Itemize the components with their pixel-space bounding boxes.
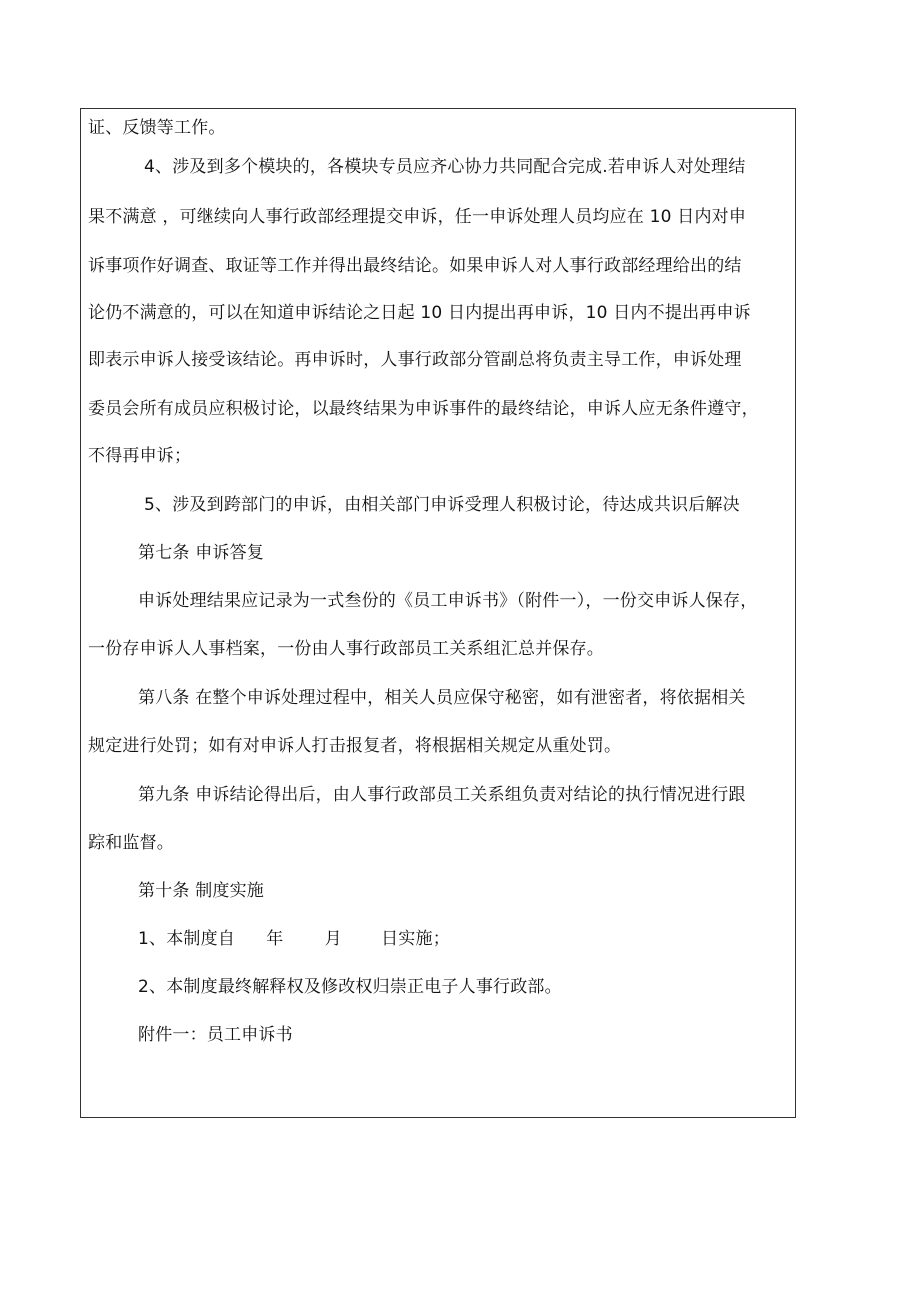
article-9-line-2: 踪和监督。 — [88, 833, 174, 853]
date-month: 月 — [324, 929, 342, 949]
paragraph-line-12: 一份存申诉人人事档案，一份由人事行政部员工关系组汇总并保存。 — [88, 639, 604, 659]
date-day: 日实施； — [381, 929, 450, 949]
date-prefix: 1、本制度自 — [138, 929, 236, 949]
paragraph-line-9: 5、涉及到跨部门的申诉，由相关部门申诉受理人积极讨论，待达成共识后解决 — [144, 495, 740, 515]
article-9-line-1: 第九条 申诉结论得出后，由人事行政部员工关系组负责对结论的执行情况进行跟 — [138, 785, 746, 805]
paragraph-line-8: 不得再申诉； — [88, 446, 192, 466]
paragraph-line-3: 果不满意 ，可继续向人事行政部经理提交申诉，任一申诉处理人员均应在 10 日内对申 — [88, 207, 747, 227]
paragraph-line-4: 诉事项作好调查、取证等工作并得出最终结论。如果申诉人对人事行政部经理给出的结 — [88, 256, 742, 276]
article-8-line-1: 第八条 在整个申诉处理过程中，相关人员应保守秘密，如有泄密者，将依据相关 — [138, 688, 746, 708]
paragraph-line-7: 委员会所有成员应积极讨论，以最终结果为申诉事件的最终结论，申诉人应无条件遵守， — [88, 399, 759, 419]
implementation-date-line — [138, 928, 450, 950]
article-8-line-2: 规定进行处罚；如有对申诉人打击报复者，将根据相关规定从重处罚。 — [88, 736, 622, 756]
paragraph-line-2: 4、涉及到多个模块的，各模块专员应齐心协力共同配合完成.若申诉人对处理结 — [144, 157, 746, 177]
article-10-heading: 第十条 制度实施 — [138, 881, 265, 901]
paragraph-line-11: 申诉处理结果应记录为一式叁份的《员工申诉书》（附件一），一份交申诉人保存， — [138, 591, 758, 611]
paragraph-line-1: 证、反馈等工作。 — [88, 118, 226, 138]
article-7-heading: 第七条 申诉答复 — [138, 543, 265, 563]
attachment-line: 附件一：员工申诉书 — [138, 1025, 293, 1045]
paragraph-line-5: 论仍不满意的，可以在知道申诉结论之日起 10 日内提出再申诉，10 日内不提出再申诉 — [88, 303, 751, 323]
date-year: 年 — [266, 929, 284, 949]
interpretation-rights-line: 2、本制度最终解释权及修改权归崇正电子人事行政部。 — [138, 977, 562, 997]
paragraph-line-6: 即表示申诉人接受该结论。再申诉时，人事行政部分管副总将负责主导工作，申诉处理 — [88, 350, 742, 370]
